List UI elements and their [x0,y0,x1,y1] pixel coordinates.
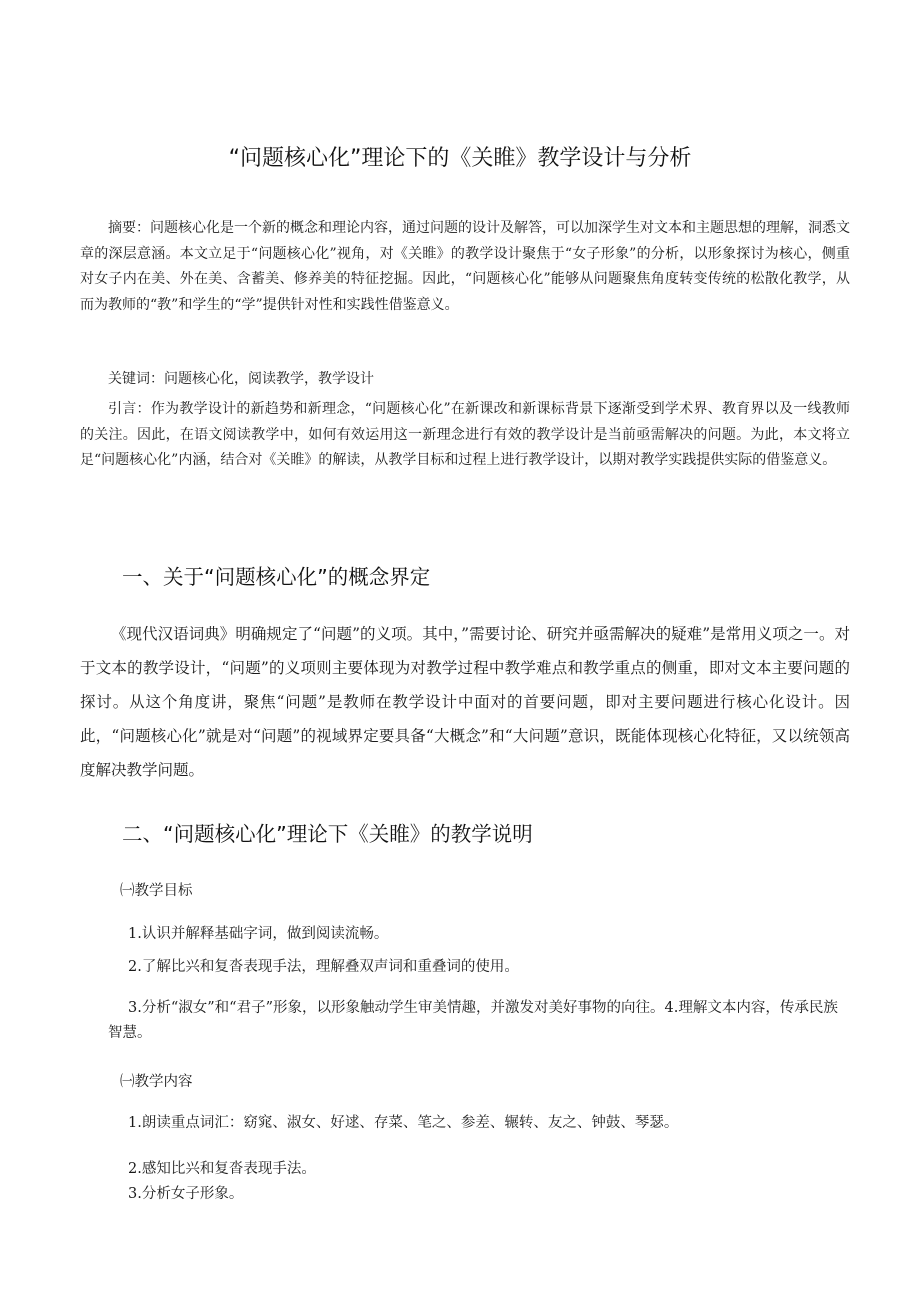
content-item [108,1182,838,1207]
abstract-paragraph: 摘要：问题核心化是一个新的概念和理论内容，通过问题的设计及解答，可以加深学生对文本和主题思想的理解，洞悉文章的深层意涵。本文立足于“问题核心化”视角，对《关睢》的教学设计聚焦于“女子形象”的分析，以形象探讨为核心，侧重对女子内在美、外在美、含蓄美、修养美的特征挖掘。因此，“问题核心化”能够从问题聚焦角度转变传统的松散化教学，从而为教师的“教”和学生的“学”提供针对性和实践性借鉴意义。 [80,220,850,313]
goal-item-text: .分析“淑女”和“君子”形象，以形象触动学生审美情趣，并激发对美好事物的向往。4.理解文本内容，传承民族智慧。 [108,1000,838,1041]
content-item-number: 3 [128,1186,138,1202]
content-item [108,1111,838,1136]
section-1-body: 《现代汉语词典》明确规定了“问题”的义项。其中，”需要讨论、研究并亟需解决的疑难”是常用义项之一。对于文本的教学设计，“问题”的义项则主要体现为对教学过程中教学难点和教学重点的侧重，即对文本主要问题的探讨。从这个角度讲，聚焦“问题”是教师在教学设计中面对的首要问题，即对主要问题进行核心化设计。因此，“问题核心化”就是对“问题”的视域界定要具备“大概念”和“大问题”意识，既能体现核心化特征，又以统领高度解决教学问题。 [80,625,850,779]
goal-item-number: 2 [128,959,138,975]
intro-paragraph: 引言：作为教学设计的新趋势和新理念，“问题核心化”在新课改和新课标背景下逐渐受到学术界、教育界以及一线教师的关注。因此，在语文阅读教学中，如何有效运用这一新理念进行有效的教学设计是当前亟需解决的问题。为此，本文将立足“问题核心化”内涵，结合对《关睢》的解读，从教学目标和过程上进行教学设计，以期对教学实践提供实际的借鉴意义。 [80,401,850,468]
goal-item-text: .了解比兴和复沓表现手法，理解叠双声词和重叠词的使用。 [137,959,519,975]
goal-item [108,996,838,1046]
goal-item [108,955,838,980]
goal-item-number: 3 [128,1000,138,1016]
goal-item-number: 1 [128,926,138,942]
teaching-goals-label: ㈠教学目标 [120,883,193,899]
keywords-line: 关键词：问题核心化，阅读教学，教学设计 [108,371,374,387]
content-item-text: .分析女子形象。 [137,1186,244,1202]
content-item-text: .朗读重点词汇：窈窕、淑女、好逑、存菜、笔之、参差、辗转、友之、钟鼓、琴瑟。 [137,1115,679,1131]
goal-item [108,922,838,947]
section-1-heading: 一、关于“问题核心化”的概念界定 [122,565,431,589]
content-item [108,1157,838,1182]
content-item-number: 1 [128,1115,138,1131]
document-title: “问题核心化”理论下的《关睢》教学设计与分析 [228,146,692,171]
section-2-heading: 二、“问题核心化”理论下《关睢》的教学说明 [122,822,533,846]
content-item-text: .感知比兴和复沓表现手法。 [137,1161,316,1177]
content-item-number: 2 [128,1161,138,1177]
teaching-content-label: ㈠教学内容 [120,1074,193,1090]
goal-item-text: .认识并解释基础字词，做到阅读流畅。 [137,926,389,942]
